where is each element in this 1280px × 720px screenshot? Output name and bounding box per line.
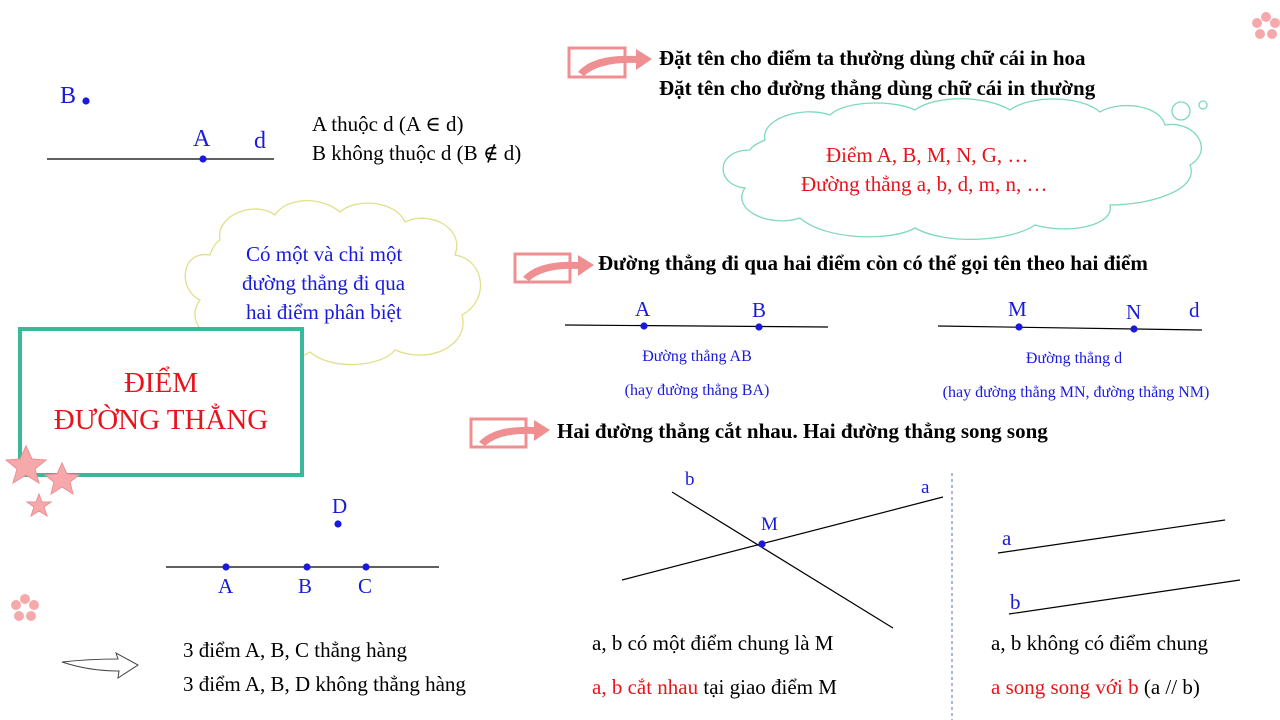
cloud-example-points: Điểm A, B, M, N, G, … (826, 143, 1029, 167)
line-b-intersect (672, 492, 893, 628)
statement-collinear: 3 điểm A, B, C thẳng hàng (183, 638, 407, 662)
caption-line-d: Đường thẳng d (1025, 350, 1123, 367)
label-line-d-mn: d (1189, 298, 1200, 322)
point-n-dot (1130, 325, 1137, 332)
naming-rule-lines: Đặt tên cho đường thẳng dùng chữ cái in thường (659, 76, 1096, 100)
label-point-a: A (193, 126, 211, 152)
caption-line-mn: (hay đường thẳng MN, đường thẳng NM) (942, 384, 1210, 401)
label-point-c-collinear: C (358, 574, 373, 598)
point-b-dot-collinear (303, 563, 310, 570)
line-mn (938, 326, 1202, 330)
point-m-dot-intersect (758, 540, 765, 547)
outline-arrow-icon (62, 653, 138, 678)
label-point-m-intersect: M (761, 514, 778, 535)
line-a-intersect (622, 497, 943, 580)
arrow-icon-two-points (515, 254, 594, 282)
intersect-term: a, b cắt nhau (592, 675, 699, 699)
point-a-dot (199, 155, 206, 162)
point-b-dot-ab (755, 323, 762, 330)
point-c-dot-collinear (362, 563, 369, 570)
flower-icon-bottom-left (11, 594, 39, 621)
heading-two-point-naming: Đường thẳng đi qua hai điểm còn có thể gọi tên theo hai điểm (598, 251, 1148, 275)
statement-parallel (991, 675, 1200, 700)
statement-intersect (592, 675, 837, 700)
label-point-a-collinear: A (218, 574, 234, 598)
statement-common-point: a, b có một điểm chung là M (592, 631, 834, 655)
heading-intersect-parallel: Hai đường thẳng cắt nhau. Hai đường thẳng song song (557, 419, 1048, 443)
point-a-dot-collinear (222, 563, 229, 570)
caption-line-ba: (hay đường thẳng BA) (624, 382, 770, 399)
point-d-dot-collinear (334, 520, 341, 527)
statement-a-on-d: A thuộc d (A ∈ d) (312, 112, 464, 136)
label-m: M (1008, 297, 1027, 321)
label-a-ab: A (635, 297, 651, 321)
label-b-ab: B (752, 298, 767, 322)
cloud-unique-line-2: đường thẳng đi qua (242, 271, 406, 295)
label-line-b-intersect: b (685, 469, 695, 490)
arrow-icon-intersect (471, 419, 550, 447)
label-line-a-intersect: a (921, 477, 930, 498)
title-point: ĐIỂM (123, 367, 199, 399)
label-point-b-collinear: B (298, 574, 313, 598)
flower-icon-top-right (1252, 12, 1280, 39)
parallel-term: a song song với b (991, 675, 1139, 699)
cloud-example-lines: Đường thẳng a, b, d, m, n, … (801, 172, 1048, 196)
label-n: N (1126, 300, 1142, 324)
cloud-unique-line-1: Có một và chỉ một (246, 242, 403, 266)
intersect-rest: tại giao điểm M (698, 675, 837, 699)
cloud-unique-line-3: hai điểm phân biệt (246, 300, 402, 324)
thought-cloud-green (723, 99, 1207, 240)
statement-no-common-point: a, b không có điểm chung (991, 631, 1208, 655)
point-a-dot-ab (640, 322, 647, 329)
title-line: ĐƯỜNG THẲNG (53, 404, 269, 436)
label-point-d-collinear: D (332, 494, 348, 518)
label-line-d: d (254, 128, 266, 154)
point-b-dot (82, 97, 89, 104)
statement-b-not-on-d: B không thuộc d (B ∉ d) (312, 141, 522, 165)
title-box (20, 329, 302, 475)
statement-not-collinear: 3 điểm A, B, D không thẳng hàng (183, 672, 466, 696)
caption-line-ab: Đường thẳng AB (642, 348, 752, 365)
line-b-parallel (1009, 580, 1240, 614)
label-line-b-parallel: b (1010, 590, 1021, 614)
line-a-parallel (998, 520, 1225, 553)
line-ab (565, 325, 828, 327)
point-m-dot (1015, 323, 1022, 330)
label-point-b: B (60, 83, 77, 109)
arrow-icon-naming (569, 48, 652, 77)
naming-rule-points: Đặt tên cho điểm ta thường dùng chữ cái in hoa (659, 46, 1086, 70)
label-line-a-parallel: a (1002, 526, 1012, 550)
parallel-rest: (a // b) (1138, 675, 1200, 699)
